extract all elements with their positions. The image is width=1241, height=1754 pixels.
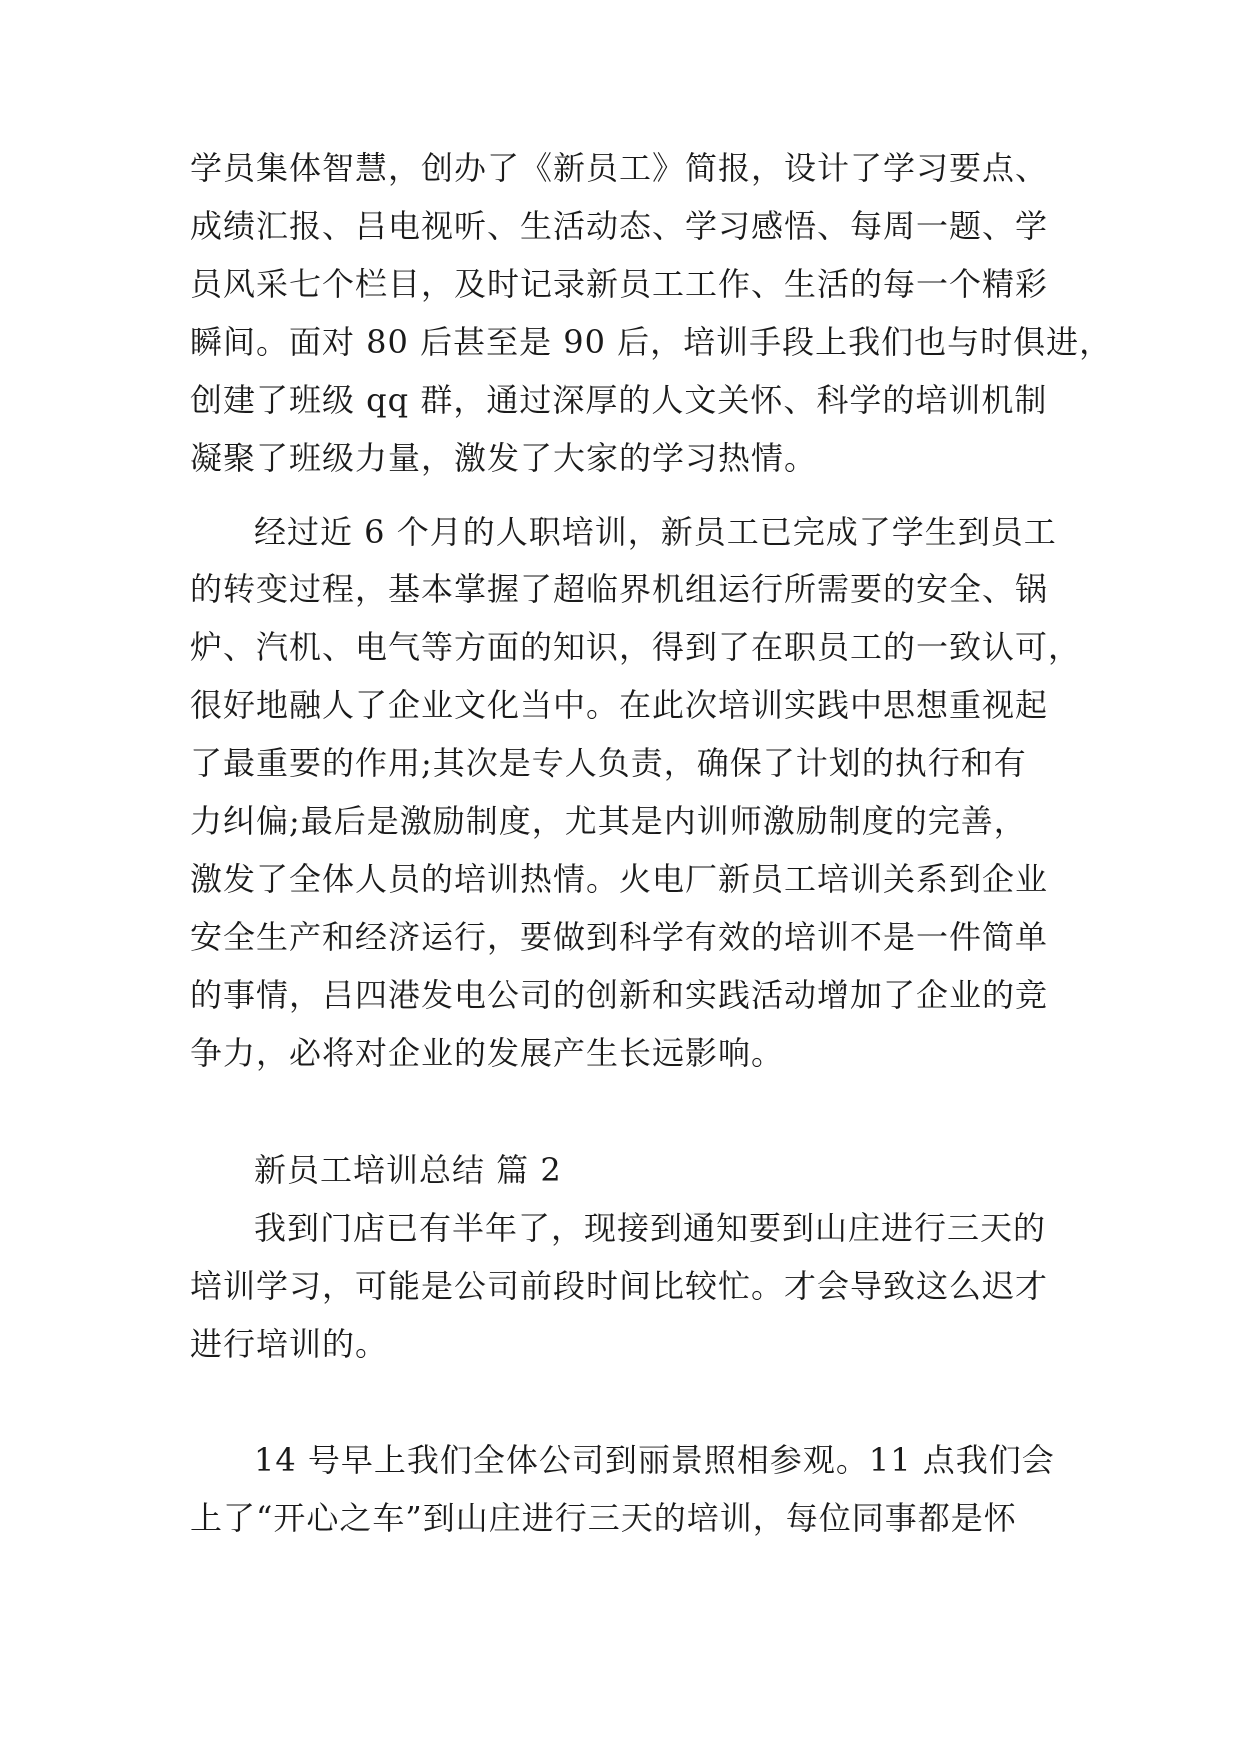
text-line: 成绩汇报、吕电视听、生活动态、学习感悟、每周一题、学	[190, 207, 1049, 245]
text-line: 力纠偏;最后是激励制度，尤其是内训师激励制度的完善，	[190, 802, 1027, 840]
text-line: 的转变过程，基本掌握了超临界机组运行所需要的安全、锅	[190, 570, 1049, 608]
text-line: 我到门店已有半年了，现接到通知要到山庄进行三天的	[254, 1209, 1047, 1247]
text-line: 安全生产和经济运行，要做到科学有效的培训不是一件简单	[190, 918, 1049, 956]
text-line: 创建了班级 qq 群，通过深厚的人文关怀、科学的培训机制	[190, 381, 1048, 419]
text-line: 经过近 6 个月的人职培训，新员工已完成了学生到员工	[254, 513, 1057, 551]
text-line: 员风采七个栏目，及时记录新员工工作、生活的每一个精彩	[190, 265, 1049, 303]
text-line: 争力，必将对企业的发展产生长远影响。	[190, 1034, 785, 1072]
text-line: 的事情，吕四港发电公司的创新和实践活动增加了企业的竞	[190, 976, 1049, 1014]
text-line: 瞬间。面对 80 后甚至是 90 后，培训手段上我们也与时俱进，	[190, 323, 1113, 361]
section-heading: 新员工培训总结 篇 2	[254, 1151, 562, 1189]
text-line: 凝聚了班级力量，激发了大家的学习热情。	[190, 439, 818, 477]
text-line: 激发了全体人员的培训热情。火电厂新员工培训关系到企业	[190, 860, 1049, 898]
text-line: 上了“开心之车”到山庄进行三天的培训，每位同事都是怀	[190, 1499, 1017, 1537]
text-line: 培训学习，可能是公司前段时间比较忙。才会导致这么迟才	[190, 1267, 1049, 1305]
text-line: 14 号早上我们全体公司到丽景照相参观。11 点我们会	[254, 1441, 1055, 1479]
text-line: 很好地融人了企业文化当中。在此次培训实践中思想重视起	[190, 686, 1049, 724]
text-line: 学员集体智慧，创办了《新员工》简报，设计了学习要点、	[190, 149, 1049, 187]
text-line: 炉、汽机、电气等方面的知识，得到了在职员工的一致认可，	[190, 628, 1082, 666]
text-line: 进行培训的。	[190, 1325, 389, 1363]
text-line: 了最重要的作用;其次是专人负责，确保了计划的执行和有	[190, 744, 1027, 782]
